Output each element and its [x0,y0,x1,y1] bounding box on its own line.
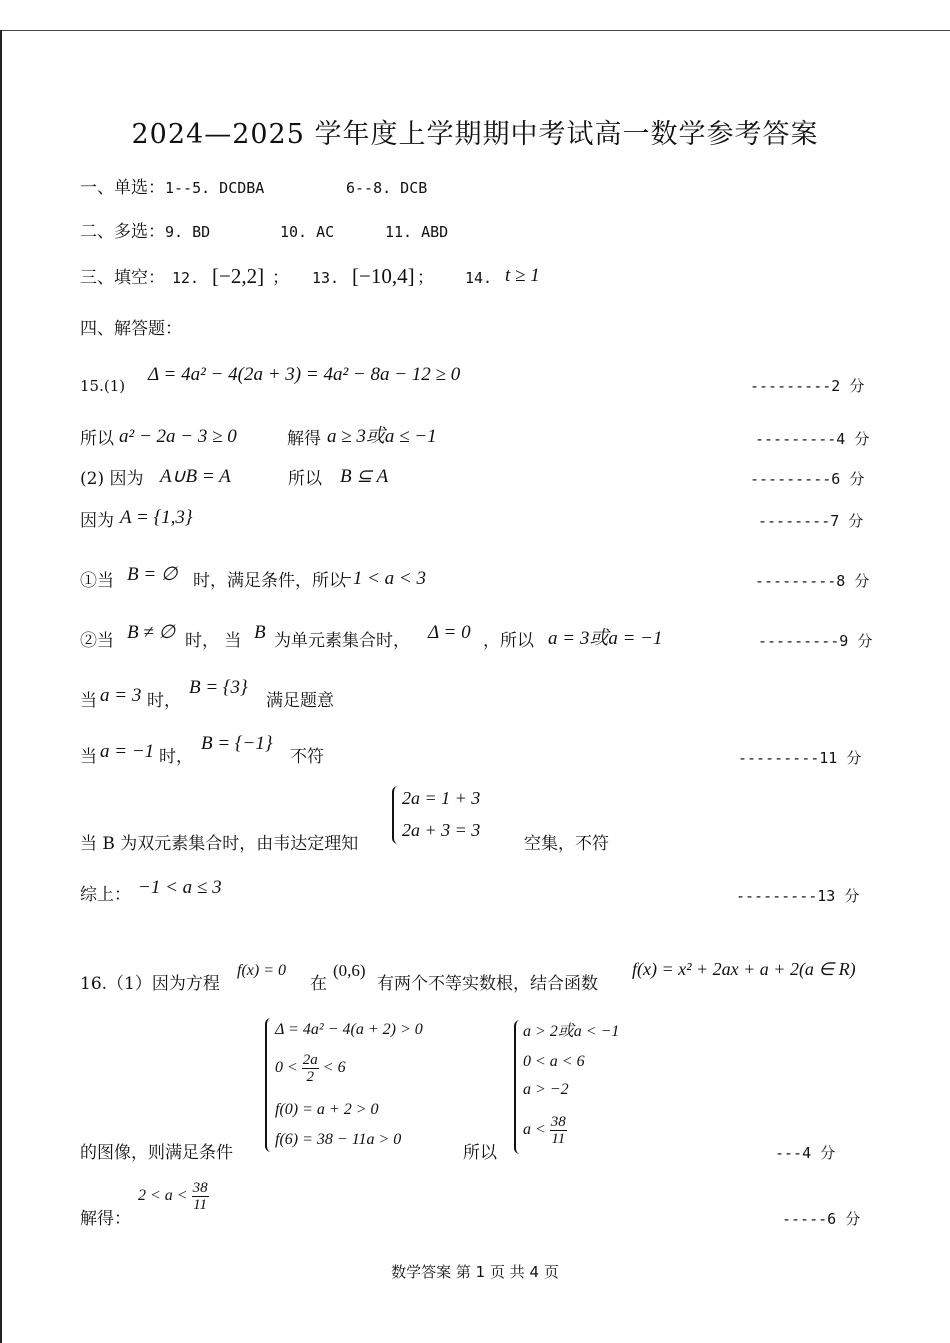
q16-result-range-frac [192,1180,209,1213]
q15-case2-text3: ，所以 [483,631,534,651]
q15-line8-not-match: 不符 [290,747,324,767]
q15-line8-expr: a = −1 [100,741,155,762]
q15-line8-set: B = {−1} [201,733,273,754]
q15-line2-solve: 解得 [287,429,321,449]
q15-line4-expr: A = {1,3} [120,507,193,528]
q15-line7-set: B = {3} [189,677,248,698]
q15-case1-expr: B = ∅ [127,564,178,585]
q15-case2-text1: 时， 当 [185,631,242,651]
q16-cond-axis-num: 2a [302,1052,318,1068]
multi-choice-answer-11: 11. ABD [385,223,449,241]
q16-condition-system [265,1018,465,1154]
q16-line1-prefix: 16.（1）因为方程 [80,974,220,994]
q16-res-4-frac [550,1114,567,1147]
q16-equation: f(x) = 0 [237,962,286,979]
multi-choice-label: 二、多选： [80,222,165,242]
q16-res-2: 0 < a < 6 [523,1053,585,1070]
q15-line3-expr: A∪B = A [160,466,231,487]
q15-line8-when: 时， [159,747,193,767]
q15-score-6: ---------6 分 [750,470,865,488]
q15-line9-prefix: 当 B 为双元素集合时，由韦达定理知 [80,834,359,854]
q15-conclusion-expr: −1 < a ≤ 3 [138,877,222,898]
q16-cond-f6: f(6) = 38 − 11a > 0 [275,1131,402,1148]
q15-score-4: ---------4 分 [755,430,870,448]
single-choice-answers-b: 6--8. DCB [346,179,428,197]
multi-choice-answer-10: 10. AC [280,223,335,241]
fill-blank-sep-1: ； [272,268,289,288]
q16-result-range-den: 11 [193,1197,208,1213]
q15-case1-text: 时，满足条件，所以 [193,571,346,591]
q15-case2-prefix: ②当 [80,631,114,651]
page-footer: 数学答案 第 1 页 共 4 页 [391,1263,559,1281]
q15-case2-delta: Δ = 0 [428,622,471,643]
q16-cond-axis-left: 0 < [275,1059,298,1077]
q15-line2-prefix: 所以 [80,429,114,449]
q15-score-7: --------7 分 [758,512,864,530]
q15-vieta-brace [392,786,402,844]
fill-blank-14-label: 14. [465,269,493,287]
q15-line3-prefix: (2) 因为 [80,469,144,489]
solve-section-label: 四、解答题： [80,319,182,339]
q15-vieta-system [392,786,502,846]
q16-cond-axis-right: < 6 [322,1059,346,1077]
q16-result-system [514,1020,664,1156]
q16-interval: (0,6) [333,961,366,980]
fill-blank-12-label: 12. [172,269,200,287]
q16-result-prefix: 解得： [80,1209,131,1229]
q15-line8-prefix: 当 [80,747,97,767]
q15-line3-so: 所以 [288,469,322,489]
q16-score-4: ---4 分 [775,1144,836,1162]
q16-cond-axis [275,1052,346,1085]
q15-case2-expr: B ≠ ∅ [127,622,176,643]
q15-line2-result: a ≥ 3或a ≤ −1 [327,426,437,447]
page-border-top [0,30,950,31]
q15-conclusion-prefix: 综上： [80,885,131,905]
q15-score-8: ---------8 分 [755,572,870,590]
fill-blank-12-answer: [−2,2] [212,264,265,288]
single-choice-answers-a: 1--5. DCDBA [165,179,265,197]
multi-choice-line [80,221,210,243]
q15-line3-subset: B ⊆ A [340,466,389,487]
q16-res-4-left: a < [523,1121,546,1139]
q15-vieta-eq1: 2a = 1 + 3 [402,788,481,808]
multi-choice-answer-9: 9. BD [165,223,211,241]
q15-case2-set-b: B [254,622,266,643]
q16-line1-text: 有两个不等实数根，结合函数 [377,974,598,994]
fill-blank-13-answer: [−10,4] [352,264,415,288]
q16-res-4 [523,1114,567,1147]
q15-case2-values: a = 3或a = −1 [548,628,663,649]
page-title: 2024—2025 学年度上学期期中考试高一数学参考答案 [131,119,819,150]
q16-res-4-num: 38 [550,1114,566,1130]
q15-score-9: ---------9 分 [758,632,873,650]
q16-result-range [138,1180,209,1213]
q15-part1-label: 15.(1) [80,377,126,395]
q15-line7-when: 时， [147,691,181,711]
q16-function: f(x) = x² + 2ax + a + 2(a ∈ R) [632,959,856,979]
q15-score-2: ---------2 分 [750,377,865,395]
q16-line1-in: 在 [310,974,327,994]
single-choice-label: 一、单选： [80,178,165,198]
single-choice-line [80,177,264,199]
q15-case1-prefix: ①当 [80,571,114,591]
fill-blank-14-answer: t ≥ 1 [505,265,540,286]
q16-res-4-den: 11 [551,1131,566,1147]
q16-result-range-left: 2 < a < [138,1187,188,1205]
fill-blank-label: 三、填空： [80,268,165,288]
q16-cond-axis-frac [302,1052,319,1085]
q16-score-6: -----6 分 [782,1210,861,1228]
q16-cond-f0: f(0) = a + 2 > 0 [275,1101,379,1118]
q16-condition-brace [265,1018,275,1152]
q15-discriminant-expr: Δ = 4a² − 4(2a + 3) = 4a² − 8a − 12 ≥ 0 [148,364,461,385]
q16-cond-discriminant: Δ = 4a² − 4(a + 2) > 0 [275,1021,423,1038]
q16-cond-axis-den: 2 [306,1069,315,1085]
page-border-left [0,30,2,1343]
q15-score-13: ---------13 分 [736,887,860,905]
q15-line9-empty: 空集，不符 [524,834,609,854]
q15-case1-range: −1 < a < 3 [340,568,426,589]
q15-case2-text2: 为单元素集合时， [274,631,410,651]
fill-blank-13-label: 13. [312,269,340,287]
q15-line7-satisfied: 满足题意 [266,691,334,711]
q15-line7-prefix: 当 [80,691,97,711]
q16-res-1: a > 2或a < −1 [523,1023,620,1040]
q16-result-range-num: 38 [192,1180,208,1196]
q16-res-3: a > −2 [523,1081,569,1098]
q15-line4-prefix: 因为 [80,511,114,531]
q16-line2-so: 所以 [463,1143,497,1163]
q15-line7-expr: a = 3 [100,685,142,706]
q15-vieta-eq2: 2a + 3 = 3 [402,820,481,840]
q15-line2-expr: a² − 2a − 3 ≥ 0 [119,426,237,447]
q15-score-11: ---------11 分 [738,749,862,767]
q16-line2-prefix: 的图像，则满足条件 [80,1143,233,1163]
fill-blank-sep-2: ； [417,268,434,288]
